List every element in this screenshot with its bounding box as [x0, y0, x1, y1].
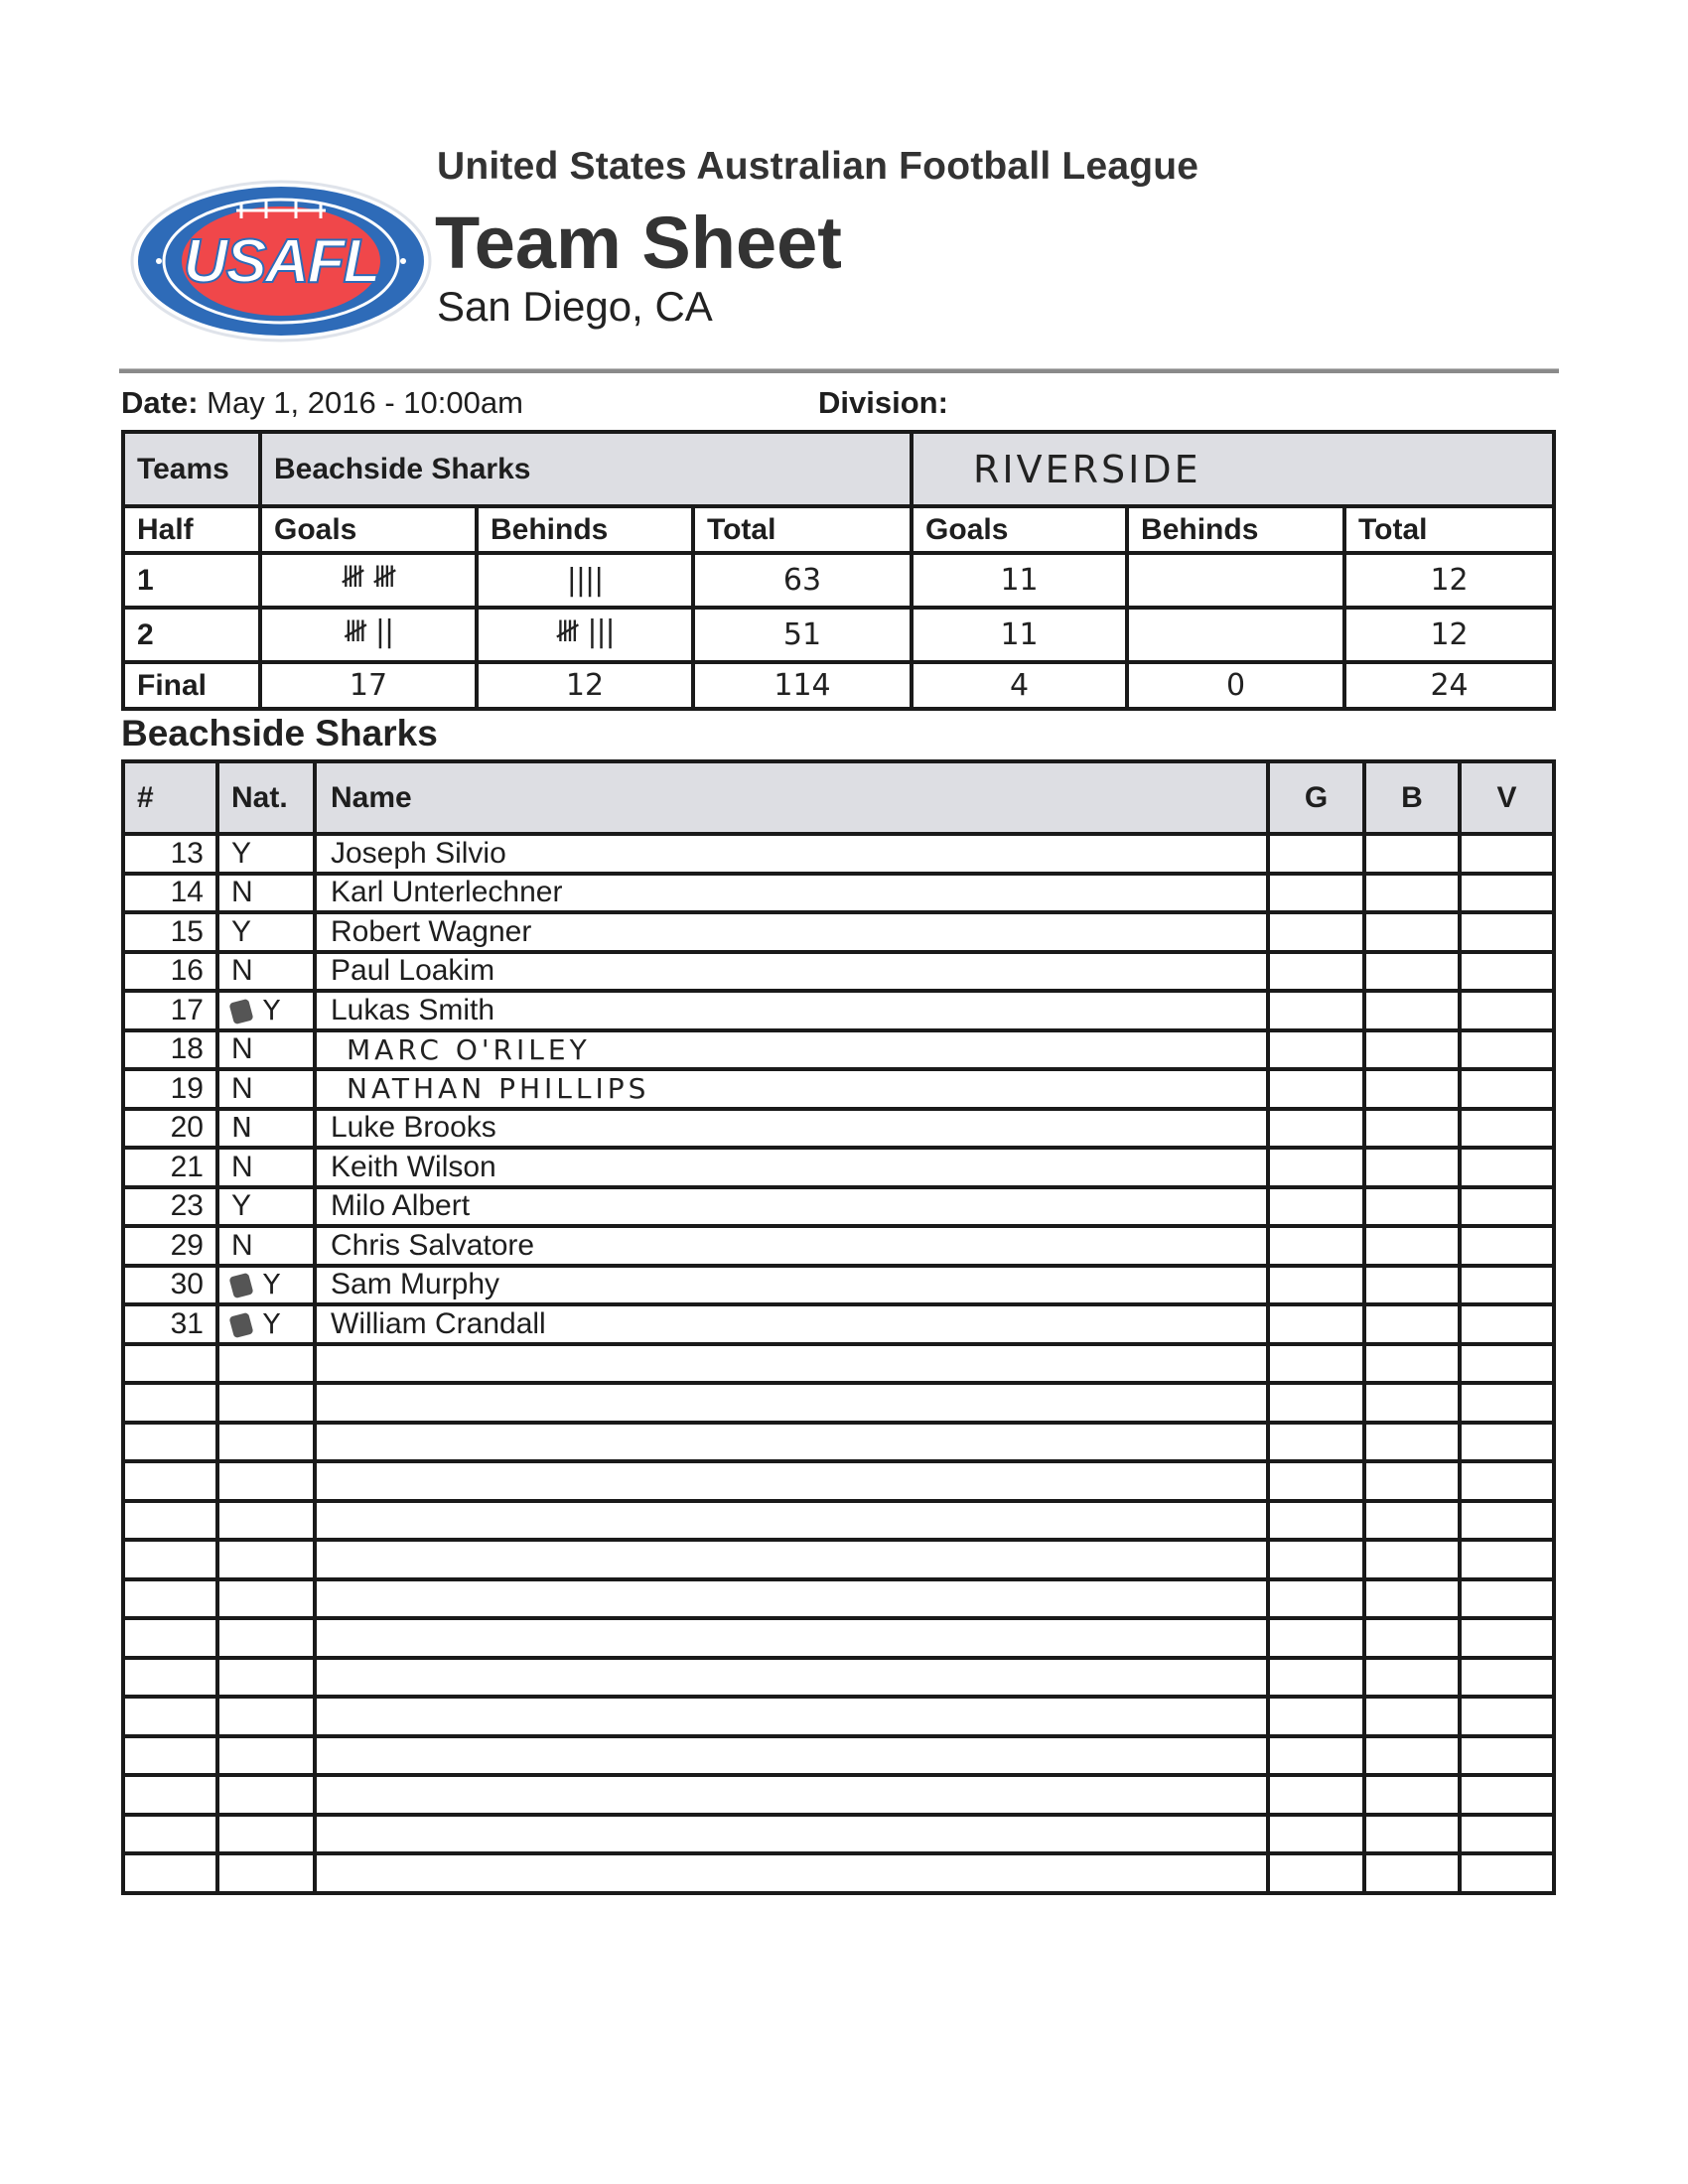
- empty-g-cell[interactable]: [1268, 1344, 1364, 1384]
- player-nat-cell[interactable]: [217, 1069, 315, 1109]
- empty-name-cell[interactable]: [315, 1383, 1268, 1423]
- home-total-cell[interactable]: 51: [693, 608, 912, 662]
- roster-table: [121, 759, 1556, 1895]
- empty-g-cell[interactable]: [1268, 1618, 1364, 1658]
- empty-number-cell[interactable]: [123, 1423, 217, 1462]
- empty-number-cell[interactable]: [123, 1775, 217, 1815]
- home-behinds-cell[interactable]: 𝍸 |||: [477, 608, 693, 662]
- player-nat-cell[interactable]: [217, 834, 315, 874]
- number-header: #: [123, 761, 217, 834]
- empty-name-cell[interactable]: [315, 1658, 1268, 1698]
- player-nat: Y: [231, 836, 252, 870]
- empty-player-row: [123, 1344, 1554, 1384]
- player-g-cell[interactable]: [1268, 1069, 1364, 1109]
- empty-b-cell[interactable]: [1364, 1697, 1460, 1736]
- teams-label: Teams: [123, 432, 260, 506]
- empty-g-cell[interactable]: [1268, 1501, 1364, 1541]
- player-b-cell[interactable]: [1364, 1148, 1460, 1187]
- away-behinds-cell[interactable]: 0: [1127, 662, 1344, 709]
- empty-nat-cell[interactable]: [217, 1658, 315, 1698]
- roster-header-row: [123, 761, 1554, 834]
- player-number[interactable]: 15: [123, 912, 217, 952]
- home-behinds-header: Behinds: [477, 506, 693, 553]
- empty-b-cell[interactable]: [1364, 1383, 1460, 1423]
- teams-row: [123, 432, 1554, 506]
- logo-text: USAFL: [183, 227, 379, 296]
- player-nat-cell[interactable]: [217, 1030, 315, 1070]
- home-total-cell[interactable]: 63: [693, 553, 912, 608]
- empty-b-cell[interactable]: [1364, 1540, 1460, 1579]
- player-b-cell[interactable]: [1364, 1304, 1460, 1344]
- player-name[interactable]: Karl Unterlechner: [315, 874, 1268, 913]
- player-b-cell[interactable]: [1364, 1226, 1460, 1266]
- empty-nat-cell[interactable]: [217, 1501, 315, 1541]
- player-v-cell[interactable]: [1460, 1187, 1554, 1227]
- away-goals-cell[interactable]: 11: [912, 608, 1127, 662]
- empty-player-row: [123, 1658, 1554, 1698]
- player-nat-cell[interactable]: [217, 1148, 315, 1187]
- empty-player-row: [123, 1383, 1554, 1423]
- empty-g-cell[interactable]: [1268, 1383, 1364, 1423]
- player-number[interactable]: 31: [123, 1304, 217, 1344]
- player-nat: N: [231, 1071, 253, 1105]
- player-row: [123, 1304, 1554, 1344]
- player-nat-cell[interactable]: [217, 1304, 315, 1344]
- empty-v-cell[interactable]: [1460, 1540, 1554, 1579]
- away-total-cell[interactable]: 24: [1344, 662, 1554, 709]
- player-g-cell[interactable]: [1268, 1187, 1364, 1227]
- player-nat-cell[interactable]: [217, 874, 315, 913]
- empty-number-cell[interactable]: [123, 1344, 217, 1384]
- empty-g-cell[interactable]: [1268, 1461, 1364, 1501]
- home-total-cell[interactable]: 114: [693, 662, 912, 709]
- empty-b-cell[interactable]: [1364, 1501, 1460, 1541]
- b-header: B: [1364, 761, 1460, 834]
- empty-name-cell[interactable]: [315, 1461, 1268, 1501]
- nat-header: Nat.: [217, 761, 315, 834]
- away-total-cell[interactable]: 12: [1344, 608, 1554, 662]
- empty-b-cell[interactable]: [1364, 1579, 1460, 1619]
- player-b-cell[interactable]: [1364, 1030, 1460, 1070]
- player-nat-cell[interactable]: [217, 1226, 315, 1266]
- away-behinds-cell[interactable]: [1127, 608, 1344, 662]
- score-row-half-2: [123, 608, 1554, 662]
- empty-b-cell[interactable]: [1364, 1618, 1460, 1658]
- player-v-cell[interactable]: [1460, 1266, 1554, 1305]
- player-v-cell[interactable]: [1460, 1109, 1554, 1149]
- empty-nat-cell[interactable]: [217, 1344, 315, 1384]
- empty-nat-cell[interactable]: [217, 1423, 315, 1462]
- player-row: [123, 991, 1554, 1030]
- player-g-cell[interactable]: [1268, 1304, 1364, 1344]
- empty-v-cell[interactable]: [1460, 1344, 1554, 1384]
- player-number[interactable]: 13: [123, 834, 217, 874]
- empty-v-cell[interactable]: [1460, 1853, 1554, 1893]
- player-row: [123, 1266, 1554, 1305]
- empty-g-cell[interactable]: [1268, 1579, 1364, 1619]
- empty-nat-cell[interactable]: [217, 1618, 315, 1658]
- player-number[interactable]: 21: [123, 1148, 217, 1187]
- player-row: [123, 874, 1554, 913]
- empty-name-cell[interactable]: [315, 1775, 1268, 1815]
- empty-v-cell[interactable]: [1460, 1697, 1554, 1736]
- roster-team-heading: Beachside Sharks: [121, 713, 438, 753]
- division-label: Division:: [818, 385, 948, 420]
- empty-nat-cell[interactable]: [217, 1697, 315, 1736]
- empty-number-cell[interactable]: [123, 1579, 217, 1619]
- empty-b-cell[interactable]: [1364, 1736, 1460, 1776]
- empty-nat-cell[interactable]: [217, 1815, 315, 1854]
- player-nat: Y: [263, 993, 281, 1026]
- empty-number-cell[interactable]: [123, 1736, 217, 1776]
- player-b-cell[interactable]: [1364, 1109, 1460, 1149]
- half-header: Half: [123, 506, 260, 553]
- player-g-cell[interactable]: [1268, 1109, 1364, 1149]
- player-number[interactable]: 30: [123, 1266, 217, 1305]
- score-column-headers: [123, 506, 1554, 553]
- player-g-cell[interactable]: [1268, 952, 1364, 992]
- empty-name-cell[interactable]: [315, 1697, 1268, 1736]
- player-v-cell[interactable]: [1460, 912, 1554, 952]
- player-number[interactable]: 29: [123, 1226, 217, 1266]
- home-behinds-cell[interactable]: 12: [477, 662, 693, 709]
- empty-player-row: [123, 1697, 1554, 1736]
- empty-v-cell[interactable]: [1460, 1658, 1554, 1698]
- player-b-cell[interactable]: [1364, 952, 1460, 992]
- empty-g-cell[interactable]: [1268, 1423, 1364, 1462]
- empty-nat-cell[interactable]: [217, 1383, 315, 1423]
- empty-v-cell[interactable]: [1460, 1618, 1554, 1658]
- empty-name-cell[interactable]: [315, 1540, 1268, 1579]
- home-total-header: Total: [693, 506, 912, 553]
- player-name[interactable]: Luke Brooks: [315, 1109, 1268, 1149]
- organization-name: United States Australian Football League: [437, 145, 1199, 188]
- home-goals-cell[interactable]: 𝍸 ||: [260, 608, 477, 662]
- empty-player-row: [123, 1461, 1554, 1501]
- player-name[interactable]: Paul Loakim: [315, 952, 1268, 992]
- player-nat-cell[interactable]: [217, 952, 315, 992]
- player-nat: Y: [231, 1189, 252, 1223]
- empty-g-cell[interactable]: [1268, 1658, 1364, 1698]
- player-b-cell[interactable]: [1364, 1266, 1460, 1305]
- usafl-logo: [129, 179, 433, 343]
- crossed-out-mark: [228, 1312, 253, 1338]
- player-nat: N: [231, 1150, 253, 1183]
- empty-number-cell[interactable]: [123, 1461, 217, 1501]
- empty-nat-cell[interactable]: [217, 1775, 315, 1815]
- player-name[interactable]: Sam Murphy: [315, 1266, 1268, 1305]
- player-name[interactable]: Chris Salvatore: [315, 1226, 1268, 1266]
- away-total-header: Total: [1344, 506, 1554, 553]
- g-header: G: [1268, 761, 1364, 834]
- player-number[interactable]: 17: [123, 991, 217, 1030]
- empty-player-row: [123, 1540, 1554, 1579]
- empty-name-cell[interactable]: [315, 1501, 1268, 1541]
- player-v-cell[interactable]: [1460, 991, 1554, 1030]
- empty-nat-cell[interactable]: [217, 1461, 315, 1501]
- player-name[interactable]: Lukas Smith: [315, 991, 1268, 1030]
- player-row: [123, 1030, 1554, 1070]
- empty-player-row: [123, 1736, 1554, 1776]
- home-goals-cell[interactable]: 𝍸 𝍸: [260, 553, 477, 608]
- player-nat-cell[interactable]: [217, 1109, 315, 1149]
- empty-name-cell[interactable]: [315, 1423, 1268, 1462]
- player-g-cell[interactable]: [1268, 1148, 1364, 1187]
- empty-player-row: [123, 1853, 1554, 1893]
- empty-b-cell[interactable]: [1364, 1423, 1460, 1462]
- player-nat-cell[interactable]: [217, 1187, 315, 1227]
- empty-b-cell[interactable]: [1364, 1344, 1460, 1384]
- player-row: [123, 1148, 1554, 1187]
- empty-b-cell[interactable]: [1364, 1461, 1460, 1501]
- player-name[interactable]: Milo Albert: [315, 1187, 1268, 1227]
- player-v-cell[interactable]: [1460, 834, 1554, 874]
- empty-v-cell[interactable]: [1460, 1501, 1554, 1541]
- player-v-cell[interactable]: [1460, 1304, 1554, 1344]
- empty-number-cell[interactable]: [123, 1383, 217, 1423]
- player-row: [123, 1069, 1554, 1109]
- player-nat: Y: [263, 1306, 281, 1340]
- empty-g-cell[interactable]: [1268, 1697, 1364, 1736]
- score-row-final: [123, 662, 1554, 709]
- empty-player-row: [123, 1501, 1554, 1541]
- home-goals-header: Goals: [260, 506, 477, 553]
- name-header: Name: [315, 761, 1268, 834]
- header-divider: [119, 368, 1559, 373]
- player-b-cell[interactable]: [1364, 1069, 1460, 1109]
- empty-number-cell[interactable]: [123, 1540, 217, 1579]
- player-b-cell[interactable]: [1364, 912, 1460, 952]
- empty-number-cell[interactable]: [123, 1697, 217, 1736]
- empty-player-row: [123, 1579, 1554, 1619]
- empty-b-cell[interactable]: [1364, 1658, 1460, 1698]
- player-number[interactable]: 16: [123, 952, 217, 992]
- empty-number-cell[interactable]: [123, 1618, 217, 1658]
- home-goals-cell[interactable]: 17: [260, 662, 477, 709]
- player-g-cell[interactable]: [1268, 834, 1364, 874]
- player-row: [123, 912, 1554, 952]
- away-behinds-header: Behinds: [1127, 506, 1344, 553]
- away-goals-cell[interactable]: 11: [912, 553, 1127, 608]
- player-number[interactable]: 18: [123, 1030, 217, 1070]
- player-name[interactable]: NATHAN PHILLIPS: [315, 1069, 1268, 1109]
- crossed-out-mark: [228, 999, 253, 1024]
- player-nat: N: [231, 1228, 253, 1262]
- empty-b-cell[interactable]: [1364, 1815, 1460, 1854]
- player-nat: Y: [231, 914, 252, 948]
- empty-name-cell[interactable]: [315, 1853, 1268, 1893]
- player-b-cell[interactable]: [1364, 874, 1460, 913]
- empty-g-cell[interactable]: [1268, 1775, 1364, 1815]
- player-row: [123, 1187, 1554, 1227]
- empty-nat-cell[interactable]: [217, 1853, 315, 1893]
- empty-v-cell[interactable]: [1460, 1775, 1554, 1815]
- player-b-cell[interactable]: [1364, 834, 1460, 874]
- empty-name-cell[interactable]: [315, 1815, 1268, 1854]
- date-line: [121, 385, 523, 421]
- player-name[interactable]: MARC O'RILEY: [315, 1030, 1268, 1070]
- empty-v-cell[interactable]: [1460, 1461, 1554, 1501]
- empty-name-cell[interactable]: [315, 1344, 1268, 1384]
- player-v-cell[interactable]: [1460, 874, 1554, 913]
- player-g-cell[interactable]: [1268, 912, 1364, 952]
- player-row: [123, 1226, 1554, 1266]
- empty-player-row: [123, 1423, 1554, 1462]
- empty-number-cell[interactable]: [123, 1815, 217, 1854]
- player-v-cell[interactable]: [1460, 1030, 1554, 1070]
- empty-nat-cell[interactable]: [217, 1579, 315, 1619]
- empty-number-cell[interactable]: [123, 1853, 217, 1893]
- home-behinds-cell[interactable]: ||||: [477, 553, 693, 608]
- empty-v-cell[interactable]: [1460, 1815, 1554, 1854]
- player-nat: Y: [263, 1268, 281, 1301]
- player-row: [123, 1109, 1554, 1149]
- player-g-cell[interactable]: [1268, 1226, 1364, 1266]
- empty-b-cell[interactable]: [1364, 1775, 1460, 1815]
- player-number[interactable]: 19: [123, 1069, 217, 1109]
- player-nat: N: [231, 876, 253, 909]
- player-v-cell[interactable]: [1460, 1069, 1554, 1109]
- away-goals-header: Goals: [912, 506, 1127, 553]
- empty-v-cell[interactable]: [1460, 1579, 1554, 1619]
- player-v-cell[interactable]: [1460, 952, 1554, 992]
- empty-nat-cell[interactable]: [217, 1540, 315, 1579]
- empty-player-row: [123, 1618, 1554, 1658]
- away-team-name[interactable]: RIVERSIDE: [912, 432, 1554, 506]
- empty-g-cell[interactable]: [1268, 1540, 1364, 1579]
- away-goals-cell[interactable]: 4: [912, 662, 1127, 709]
- player-g-cell[interactable]: [1268, 991, 1364, 1030]
- empty-player-row: [123, 1775, 1554, 1815]
- player-nat: N: [231, 1111, 252, 1145]
- player-name[interactable]: William Crandall: [315, 1304, 1268, 1344]
- empty-g-cell[interactable]: [1268, 1815, 1364, 1854]
- player-v-cell[interactable]: [1460, 1226, 1554, 1266]
- player-nat: N: [231, 954, 253, 988]
- away-total-cell[interactable]: 12: [1344, 553, 1554, 608]
- player-number[interactable]: 20: [123, 1109, 217, 1149]
- empty-v-cell[interactable]: [1460, 1423, 1554, 1462]
- location: San Diego, CA: [437, 283, 713, 330]
- player-nat: N: [231, 1032, 253, 1066]
- empty-name-cell[interactable]: [315, 1736, 1268, 1776]
- score-table: [121, 430, 1556, 711]
- empty-v-cell[interactable]: [1460, 1736, 1554, 1776]
- empty-b-cell[interactable]: [1364, 1853, 1460, 1893]
- away-behinds-cell[interactable]: [1127, 553, 1344, 608]
- player-name[interactable]: Robert Wagner: [315, 912, 1268, 952]
- player-row: [123, 834, 1554, 874]
- player-b-cell[interactable]: [1364, 991, 1460, 1030]
- page-title: Team Sheet: [435, 202, 842, 284]
- player-row: [123, 952, 1554, 992]
- half-cell: 1: [123, 553, 260, 608]
- player-nat-cell[interactable]: [217, 912, 315, 952]
- empty-nat-cell[interactable]: [217, 1736, 315, 1776]
- empty-v-cell[interactable]: [1460, 1383, 1554, 1423]
- empty-name-cell[interactable]: [315, 1618, 1268, 1658]
- player-name[interactable]: Joseph Silvio: [315, 834, 1268, 874]
- date-label: Date:: [121, 385, 199, 420]
- empty-player-row: [123, 1815, 1554, 1854]
- player-g-cell[interactable]: [1268, 1030, 1364, 1070]
- player-g-cell[interactable]: [1268, 874, 1364, 913]
- player-v-cell[interactable]: [1460, 1148, 1554, 1187]
- score-row-half-1: [123, 553, 1554, 608]
- player-g-cell[interactable]: [1268, 1266, 1364, 1305]
- home-team-name: Beachside Sharks: [260, 432, 912, 506]
- player-b-cell[interactable]: [1364, 1187, 1460, 1227]
- player-nat-cell[interactable]: [217, 1266, 315, 1305]
- empty-name-cell[interactable]: [315, 1579, 1268, 1619]
- player-number[interactable]: 14: [123, 874, 217, 913]
- player-name[interactable]: Keith Wilson: [315, 1148, 1268, 1187]
- date-value: May 1, 2016 - 10:00am: [207, 385, 523, 420]
- player-nat-cell[interactable]: [217, 991, 315, 1030]
- empty-number-cell[interactable]: [123, 1658, 217, 1698]
- player-number[interactable]: 23: [123, 1187, 217, 1227]
- empty-g-cell[interactable]: [1268, 1853, 1364, 1893]
- empty-number-cell[interactable]: [123, 1501, 217, 1541]
- empty-g-cell[interactable]: [1268, 1736, 1364, 1776]
- crossed-out-mark: [228, 1273, 253, 1298]
- half-cell: 2: [123, 608, 260, 662]
- v-header: V: [1460, 761, 1554, 834]
- half-cell: Final: [123, 662, 260, 709]
